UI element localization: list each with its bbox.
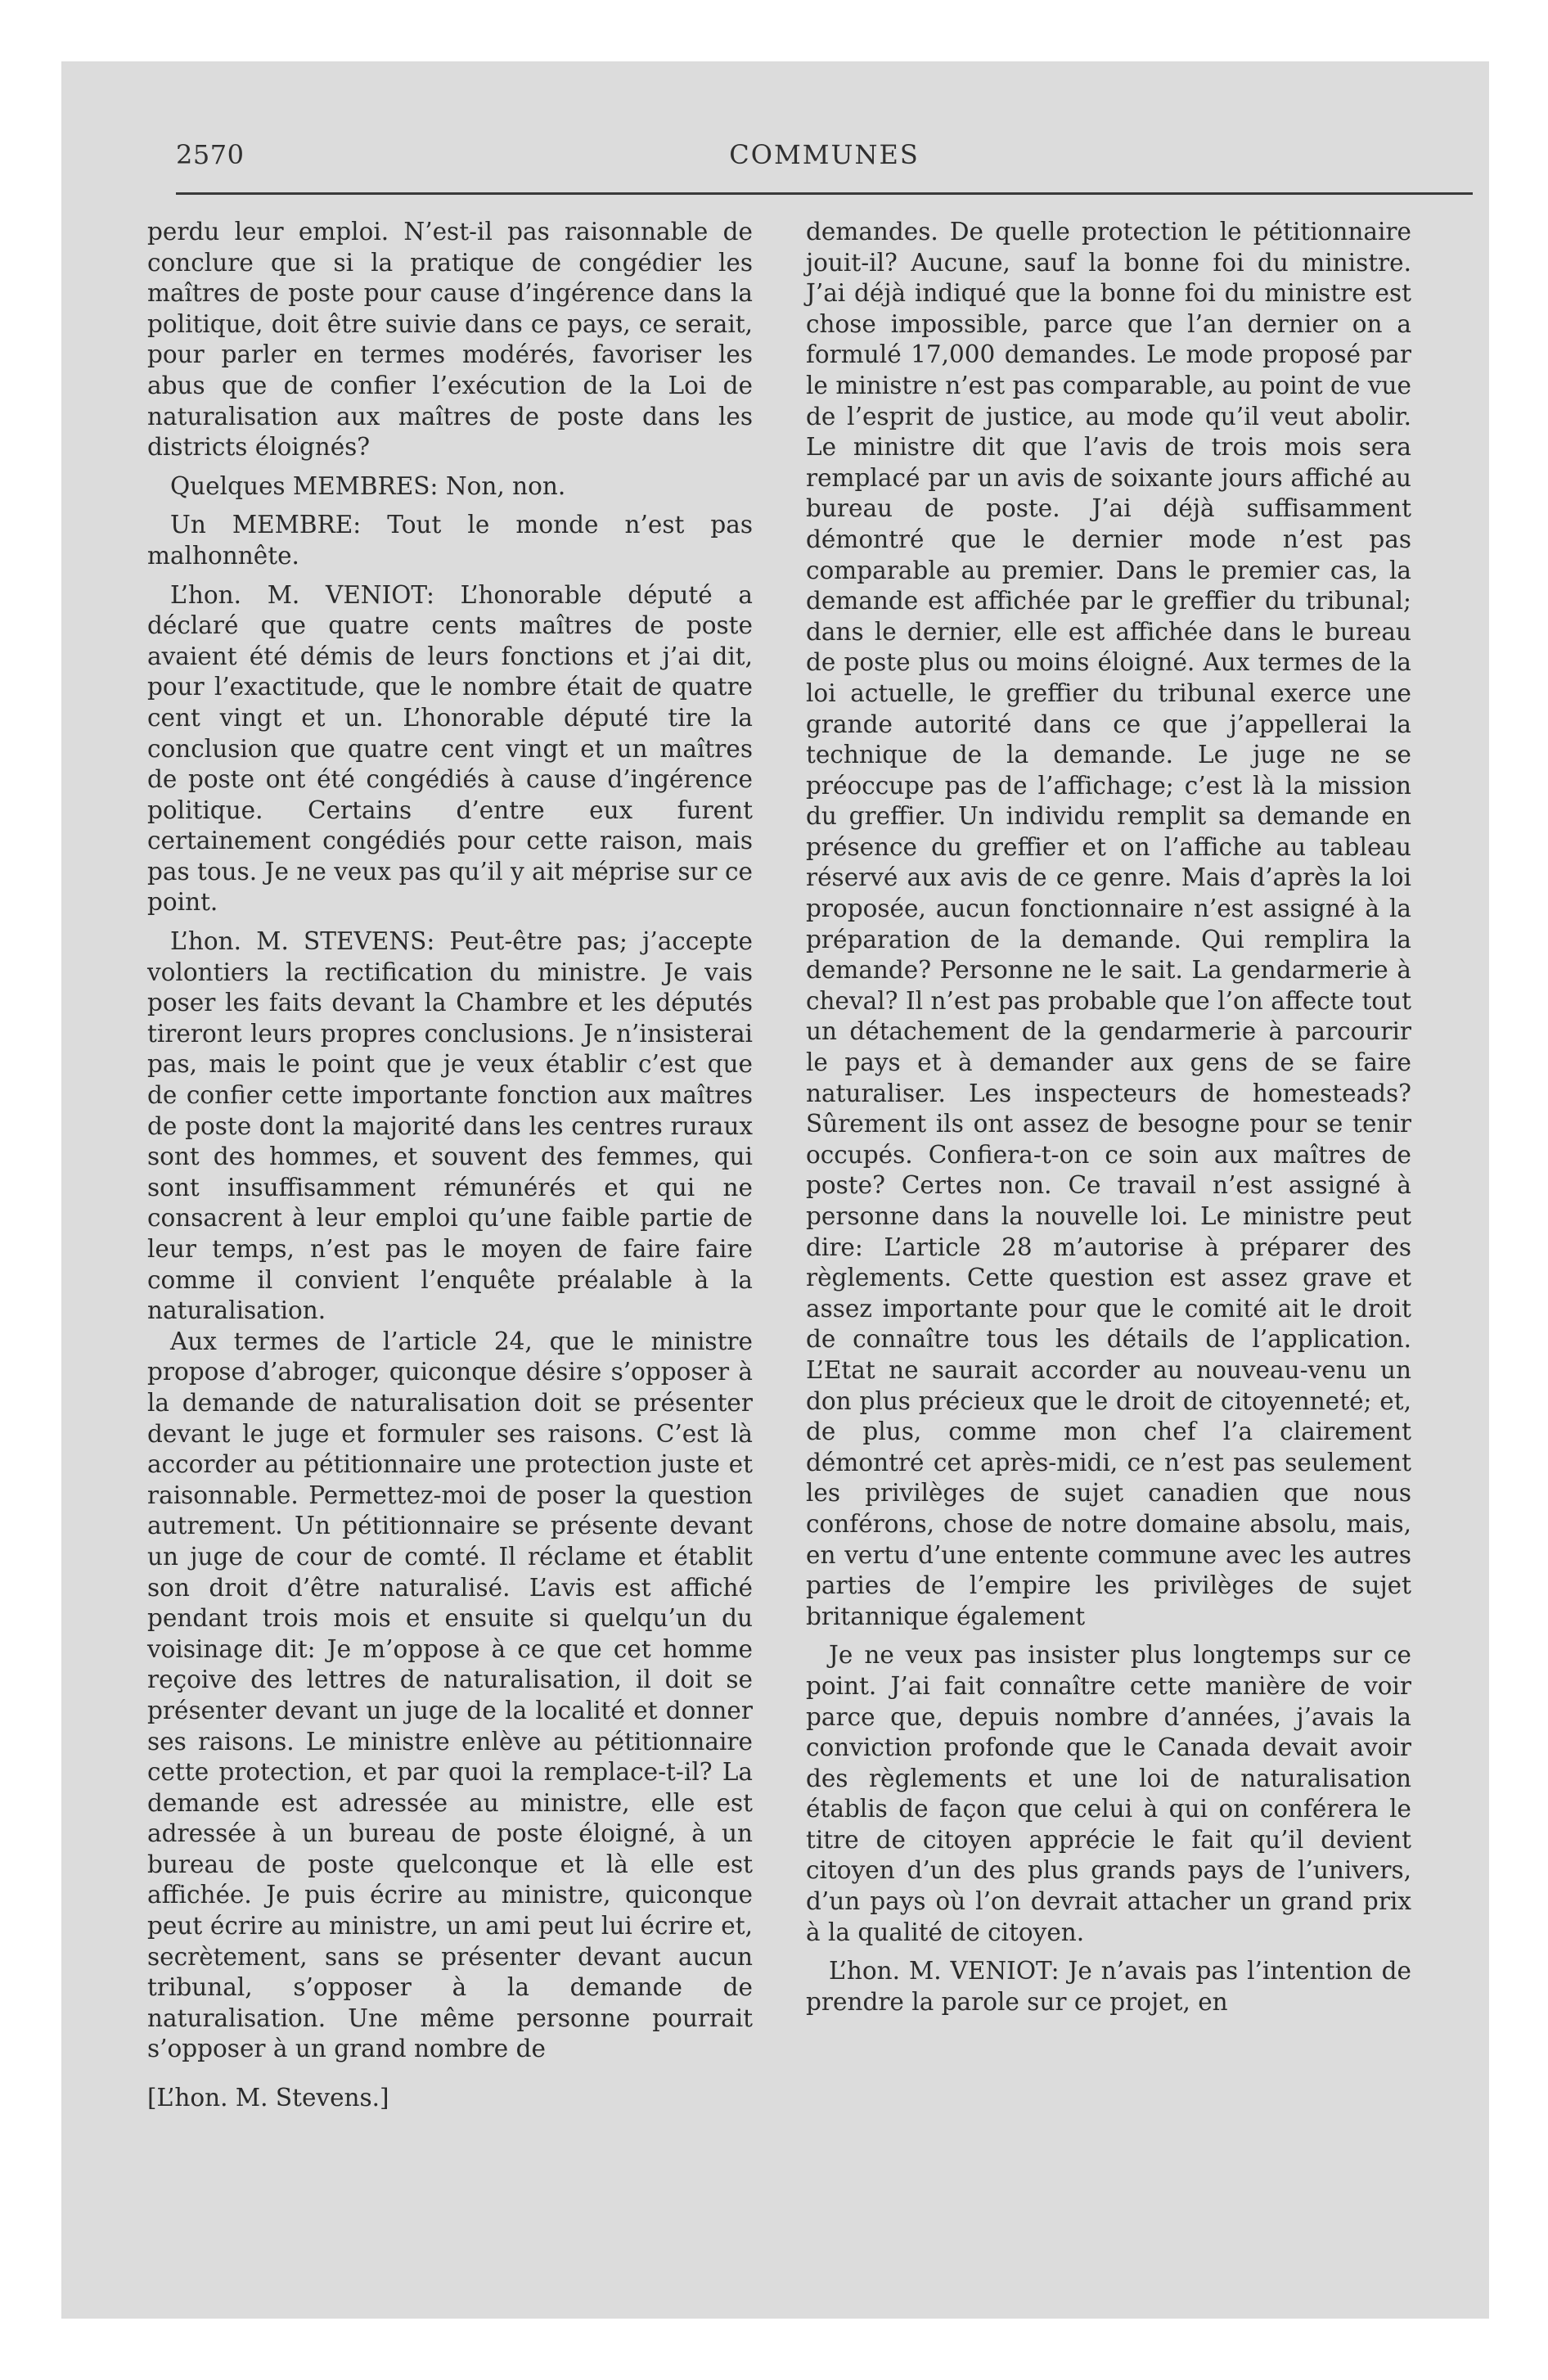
paragraph: perdu leur emploi. N’est-il pas raisonnable de conclure que si la pratique de congédier les maîtres de poste pour cause d’ingérence dans la politique, doit être suivie dans ce pays, ce serait, pour parler en termes modérés, favoriser les abus que de confier l’exécution de la Loi de naturalisation aux maîtres de poste dans les districts éloignés? (147, 218, 753, 462)
paragraph: demandes. De quelle protection le pétitionnaire jouit-il? Aucune, sauf la bonne foi du ministre. J’ai déjà indiqué que la bonne foi du ministre est chose impossible, parce que l’an dernier on a formulé 17,000 demandes. Le mode proposé par le ministre n’est pas comparable, au point de vue de l’esprit de justice, au mode qu’il veut abolir. Le ministre dit que l’avis de trois mois sera remplacé par un avis de soixante jours affiché au bureau de poste. J’ai déjà suffisamment démontré que le dernier mode n’est pas comparable au premier. Dans le premier cas, la demande est affichée par le greffier du tribunal; dans le dernier, elle est affichée dans le bureau de poste plus ou moins éloigné. Aux termes de la loi actuelle, le greffier du tribunal exerce une grande autorité dans ce que j’appellerai la technique de la demande. Le juge ne se préoccupe pas de l’affichage; c’est là la mission du greffier. Un individu remplit sa demande en présence du greffier et on l’affiche au tableau réservé aux avis de ce genre. Mais d’après la loi proposée, aucun fonctionnaire n’est assigné à la préparation de la demande. Qui remplira la demande? Personne ne le sait. La gendarmerie à cheval? Il n’est pas probable que l’on affecte tout un détachement de la gendarmerie à parcourir le pays et à demander aux gens de se faire naturaliser. Les inspecteurs de homesteads? Sûrement ils ont assez de besogne pour se tenir occupés. Confiera-t-on ce soin aux maîtres de poste? Certes non. Ce travail n’est assigné à personne dans la nouvelle loi. Le ministre peut dire: L’article 28 m’autorise à préparer des règlements. Cette question est assez grave et assez importante pour que le comité ait le droit de connaître tous les détails de l’application. L’Etat ne saurait accorder au nouveau-venu un don plus précieux que le droit de citoyenneté; et, de plus, comme mon chef l’a clairement démontré cet après-midi, ce n’est pas seulement les privilèges de sujet canadien que nous conférons, chose de notre domaine absolu, mais, en vertu d’une entente commune avec les autres parties de l’empire les privilèges de sujet britannique également (806, 218, 1411, 1630)
right-column (806, 217, 1411, 2017)
paragraph: L’hon. M. STEVENS: Peut-être pas; j’accepte volontiers la rectification du ministre. Je vais poser les faits devant la Chambre et les députés tireront leurs propres conclusions. Je n’insisterai pas, mais le point que je veux établir c’est que de confier cette importante fonction aux maîtres de poste dont la majorité dans les centres ruraux sont des hommes, et souvent des femmes, qui sont insuffisamment rémunérés et qui ne consacrent à leur emploi qu’une faible partie de leur temps, n’est pas le moyen de faire faire comme il convient l’enquête préalable à la naturalisation. (147, 927, 753, 1325)
running-title: COMMUNES (729, 139, 920, 170)
scanned-page (61, 61, 1489, 2319)
paragraph: Un MEMBRE: Tout le monde n’est pas malhonnête. (147, 511, 753, 570)
page-number: 2570 (176, 139, 245, 170)
header-rule (176, 192, 1473, 195)
left-column (147, 217, 753, 2114)
page-header (176, 139, 1473, 188)
paragraph: Aux termes de l’article 24, que le ministre propose d’abroger, quiconque désire s’opposer à la demande de naturalisation doit se présenter devant le juge et formuler ses raisons. C’est là accorder au pétitionnaire une protection juste et raisonnable. Permettez-moi de poser la question autrement. Un pétitionnaire se présente devant un juge de cour de comté. Il réclame et établit son droit d’être naturalisé. L’avis est affiché pendant trois mois et ensuite si quelqu’un du voisinage dit: Je m’oppose à ce que cet homme reçoive des lettres de naturalisation, il doit se présenter devant un juge de la localité et donner ses raisons. Le ministre enlève au pétitionnaire cette protection, et par quoi la remplace-t-il? La demande est adressée au ministre, elle est adressée à un bureau de poste éloigné, à un bureau de poste quelconque et là elle est affichée. Je puis écrire au ministre, quiconque peut écrire au ministre, un ami peut lui écrire et, secrètement, sans se présenter devant aucun tribunal, s’opposer à la demande de naturalisation. Une même personne pourrait s’opposer à un grand nombre de (147, 1327, 753, 2063)
speaker-reference: [L’hon. M. Stevens.] (147, 2084, 389, 2112)
paragraph: L’hon. M. VENIOT: Je n’avais pas l’intention de prendre la parole sur ce projet, en (806, 1957, 1411, 2016)
paragraph: Je ne veux pas insister plus longtemps sur ce point. J’ai fait connaître cette manière de voir parce que, depuis nombre d’années, j’avais la conviction profonde que le Canada devait avoir des règlements et une loi de naturalisation établis de façon que celui à qui on conférera le titre de citoyen apprécie le fait qu’il devient citoyen d’un des plus grands pays de l’univers, d’un pays où l’on devrait attacher un grand prix à la qualité de citoyen. (806, 1641, 1411, 1946)
paragraph: L’hon. M. VENIOT: L’honorable député a déclaré que quatre cents maîtres de poste avaient été démis de leurs fonctions et j’ai dit, pour l’exactitude, que le nombre était de quatre cent vingt et un. L’honorable député tire la conclusion que quatre cent vingt et un maîtres de poste ont été congédiés à cause d’ingérence politique. Certains d’entre eux furent certainement congédiés pour cette raison, mais pas tous. Je ne veux pas qu’il y ait méprise sur ce point. (147, 580, 753, 917)
paragraph: Quelques MEMBRES: Non, non. (170, 471, 566, 500)
